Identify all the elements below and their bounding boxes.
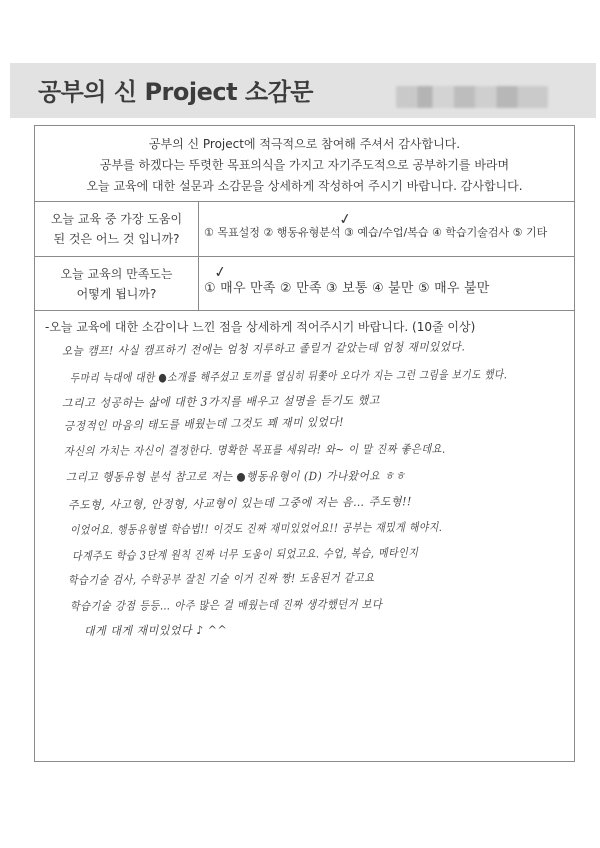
handwritten-line: 다계주도 학습 3단계 원칙 진짜 너무 도움이 되었고요. 수업, 복습, 메타인지 (71, 545, 419, 563)
comment-prompt: -오늘 교육에 대한 소감이나 느낀 점을 상세하게 적어주시기 바랍니다. (10줄 이상) (45, 320, 476, 334)
intro-line-1: 공부의 신 Project에 적극적으로 참여해 주셔서 감사합니다. (148, 137, 461, 151)
handwritten-line: 긍정적인 마음의 태도를 배웠는데 그것도 꽤 재미 있었다! (63, 414, 345, 433)
checkmark-icon: ✓ (212, 262, 229, 282)
question1-label: 오늘 교육 중 가장 도움이 된 것은 어느 것 입니까? (50, 212, 183, 246)
intro-line-2: 공부를 하겠다는 뚜렷한 목표의식을 가지고 자기주도적으로 공부하기를 바라며 (99, 158, 510, 172)
intro-text (35, 126, 574, 198)
checkmark-icon: ✓ (337, 209, 354, 229)
question2-label: 오늘 교육의 만족도는 어떻게 됩니까? (60, 267, 173, 301)
redacted-name-area (396, 86, 548, 108)
handwritten-line: 학습기술 검사, 수학공부 잘친 기술 이거 진짜 짱! 도움된거 같고요 (67, 570, 375, 587)
intro-line-3: 오늘 교육에 대한 설문과 소감문을 상세하게 작성하여 주시기 바랍니다. 감사합니다. (86, 179, 523, 193)
divider (35, 256, 574, 257)
handwritten-line: 자신의 가치는 자신이 결정한다. 명확한 목표를 세워라! 와~ 이 말 진짜 좋은데요. (63, 441, 446, 458)
question2-options: ① 매우 만족 ② 만족 ③ 보통 ④ 불만 ⑤ 매우 불만 (204, 281, 490, 296)
handwritten-line: 이었어요. 행동유형별 학습법!! 이것도 진짜 재미있었어요!! 공부는 재밌게 해야지. (69, 519, 443, 537)
page-title: 공부의 신 Project 소감문 (38, 78, 313, 106)
handwritten-line: 두마리 늑대에 대한 ●소개를 해주셨고 토끼를 열심히 뒤쫓아 오다가 지는 그런 그림을 보기도 했다. (69, 367, 508, 385)
divider (198, 201, 199, 256)
handwritten-line: 주도형, 사고형, 안정형, 사교형이 있는데 그중에 저는 음… 주도형!! (67, 494, 413, 512)
divider (198, 256, 199, 310)
handwritten-line: 오늘 캠프! 사실 캠프하기 전에는 엄청 지루하고 졸릴거 같았는데 엄청 재미있었다. (61, 339, 466, 358)
divider (35, 201, 574, 202)
handwritten-line: 그리고 행동유형 분석 참고로 저는 ●행동유형이 (D) 가나왔어요 ㅎㅎ (65, 468, 406, 484)
question1-options: ① 목표설정 ② 행동유형분석 ③ 예습/수업/복습 ④ 학습기술검사 ⑤ 기타 (204, 226, 548, 239)
divider (35, 310, 574, 311)
handwritten-line: 대게 대게 재미있었다 ♪ ^^ (83, 622, 228, 638)
handwritten-line: 그리고 성공하는 삶에 대한 3가지를 배우고 설명을 듣기도 했고 (61, 393, 380, 410)
handwritten-line: 학습기술 강점 등등… 아주 많은 걸 배웠는데 진짜 생각했던거 보다 (69, 597, 383, 613)
